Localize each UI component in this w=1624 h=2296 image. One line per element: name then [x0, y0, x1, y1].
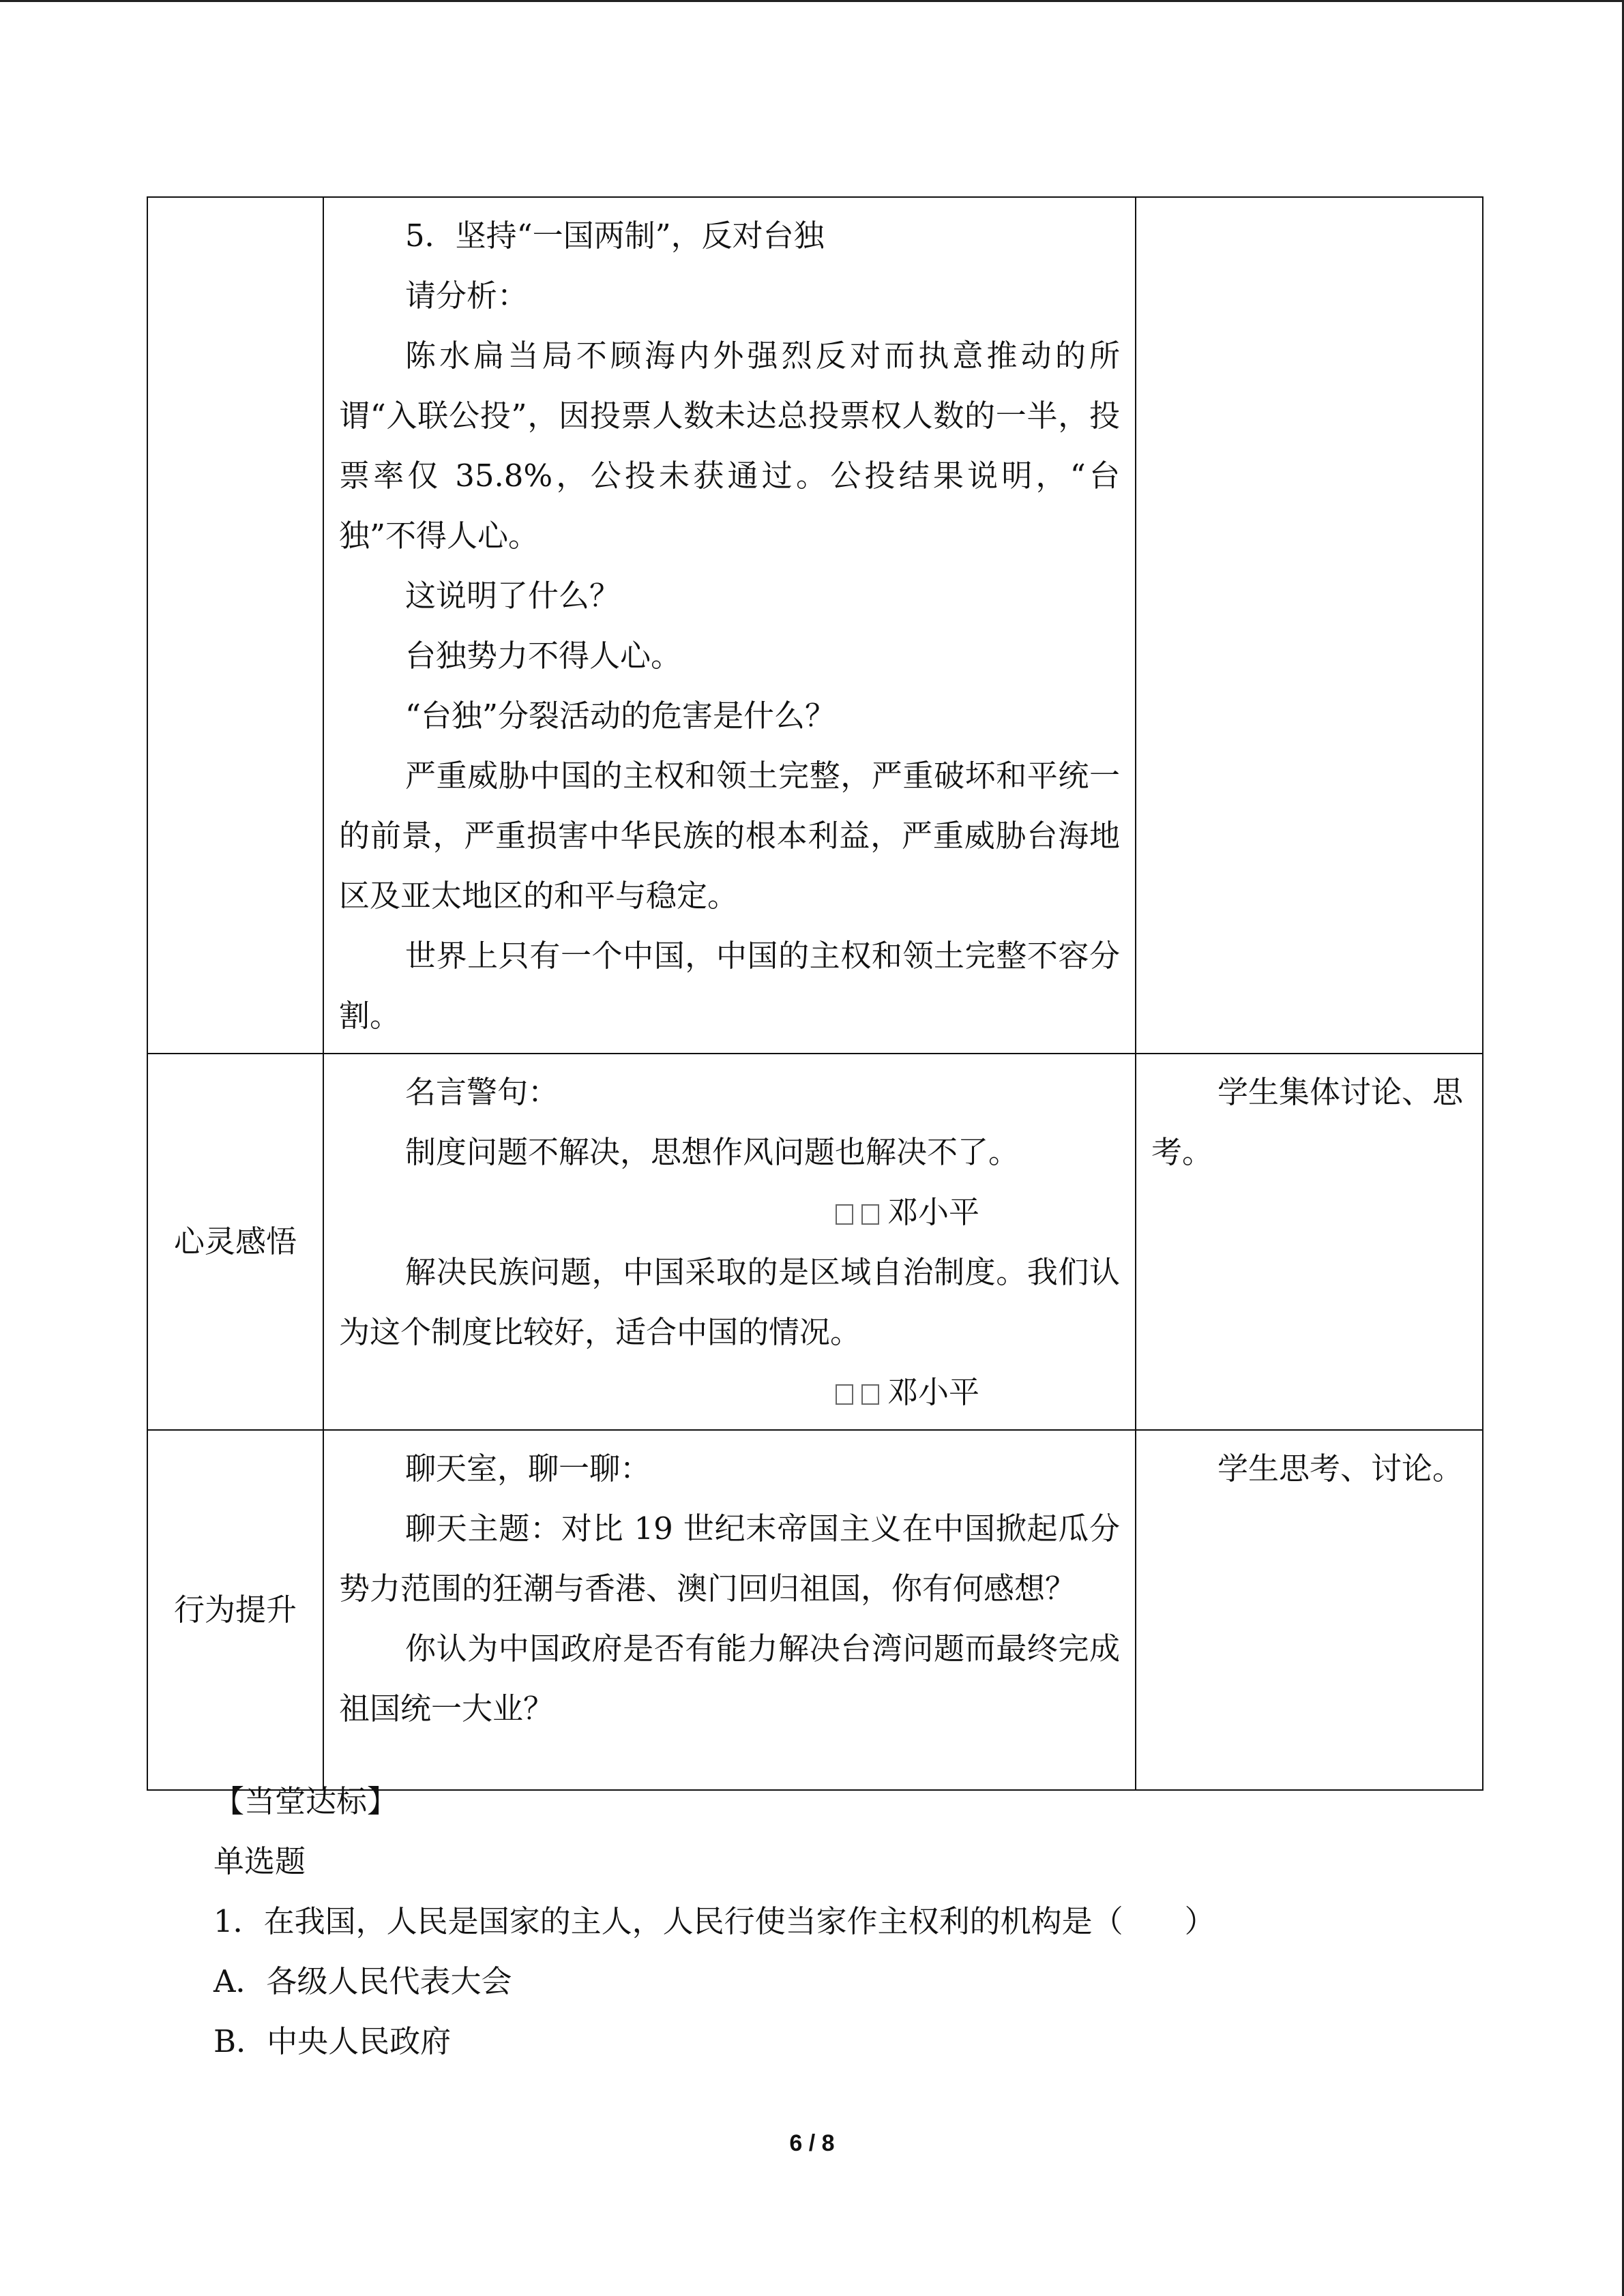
- quote-heading: 名言警句：: [405, 1074, 559, 1110]
- activity-note: 学生集体讨论、思考。: [1151, 1074, 1464, 1170]
- exercise-section: [213, 1772, 1215, 2072]
- page-top-border: [0, 0, 1624, 2]
- content-cell: [323, 1054, 1136, 1430]
- placeholder-box-icon: [836, 1204, 853, 1225]
- question-type: 单选题: [213, 1843, 306, 1879]
- prompt-text: 请分析：: [405, 278, 529, 314]
- quote-text: 解决民族问题，中国采取的是区域自治制度。我们认为这个制度比较好，适合中国的情况。: [339, 1254, 1120, 1350]
- activity-note: 学生思考、讨论。: [1217, 1450, 1464, 1487]
- author-name: 邓小平: [887, 1374, 979, 1410]
- question-text: 这说明了什么？: [405, 578, 621, 614]
- table-row: [147, 1430, 1483, 1790]
- page-number: 6 / 8: [789, 2130, 835, 2156]
- lesson-plan-table: [147, 196, 1483, 1791]
- case-text: 陈水扁当局不顾海内外强烈反对而执意推动的所谓“入联公投”，因投票人数未达总投票权人数的一半，投票率仅 35.8%，公投未获通过。公投结果说明，“台独”不得人心。: [339, 338, 1120, 554]
- activity-title: 聊天室，聊一聊：: [405, 1450, 651, 1487]
- table-row: [147, 1054, 1483, 1430]
- placeholder-box-icon: [861, 1384, 879, 1405]
- row-label: [147, 197, 323, 1054]
- option-b: B．中央人民政府: [213, 2023, 452, 2059]
- conclusion-text: 世界上只有一个中国，中国的主权和领土完整不容分割。: [339, 938, 1120, 1034]
- content-cell: [323, 197, 1136, 1054]
- quote-attribution: [339, 1362, 1120, 1422]
- quote-text: 制度问题不解决，思想作风问题也解决不了。: [405, 1134, 1020, 1170]
- section-title: 【当堂达标】: [213, 1783, 398, 1819]
- activity-cell: [1136, 1430, 1483, 1790]
- answer-text: 严重威胁中国的主权和领土完整，严重破坏和平统一的前景，严重损害中华民族的根本利益，严重威胁台海地区及亚太地区的和平与稳定。: [339, 758, 1120, 914]
- answer-text: 台独势力不得人心。: [405, 638, 682, 674]
- chat-topic: 聊天主题：对比 19 世纪末帝国主义在中国掀起瓜分势力范围的狂潮与香港、澳门回归祖国，你有何感想？: [339, 1510, 1120, 1607]
- section-heading: 5．坚持“一国两制”，反对台独: [405, 218, 825, 254]
- question-stem: 1．在我国，人民是国家的主人，人民行使当家作主权利的机构是（ ）: [213, 1903, 1215, 1939]
- quote-attribution: [339, 1182, 1120, 1242]
- author-name: 邓小平: [887, 1194, 979, 1230]
- activity-cell: [1136, 197, 1483, 1054]
- table-row: [147, 197, 1483, 1054]
- placeholder-box-icon: [836, 1384, 853, 1405]
- question-text: 你认为中国政府是否有能力解决台湾问题而最终完成祖国统一大业？: [339, 1630, 1120, 1727]
- row-label: 行为提升: [147, 1430, 323, 1790]
- option-a: A．各级人民代表大会: [213, 1963, 512, 1999]
- placeholder-box-icon: [861, 1204, 879, 1225]
- activity-cell: [1136, 1054, 1483, 1430]
- content-cell: [323, 1430, 1136, 1790]
- row-label: 心灵感悟: [147, 1054, 323, 1430]
- question-text: “台独”分裂活动的危害是什么？: [405, 698, 836, 734]
